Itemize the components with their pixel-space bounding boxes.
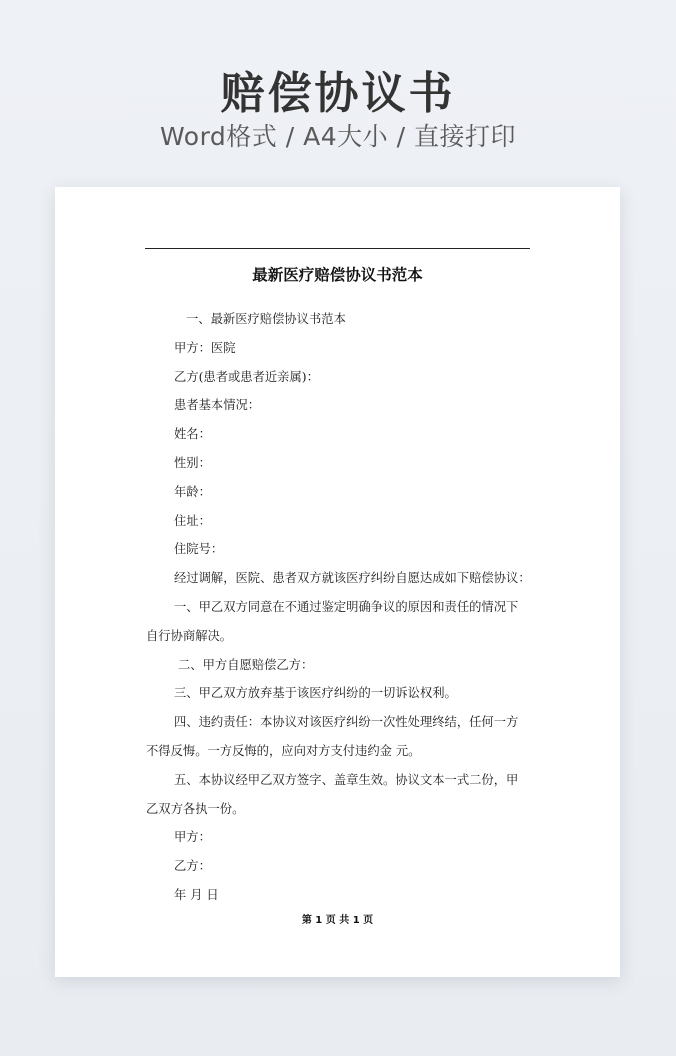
clause-1-continued: 自行协商解决。 — [146, 628, 233, 643]
clause-4-continued: 不得反悔。一方反悔的，应向对方支付违约金 元。 — [146, 743, 421, 758]
admission-number-field: 住院号： — [174, 542, 224, 557]
signature-party-a: 甲方： — [174, 830, 211, 845]
document-page — [55, 187, 620, 977]
signature-date: 年 月 日 — [174, 887, 219, 902]
name-field: 姓名： — [174, 427, 211, 442]
party-a-line: 甲方：医院 — [174, 340, 236, 355]
party-b-line: 乙方(患者或患者近亲属)： — [174, 369, 319, 384]
gender-field: 性别： — [174, 455, 211, 470]
patient-info-heading: 患者基本情况： — [174, 398, 261, 413]
agreement-intro: 经过调解，医院、患者双方就该医疗纠纷自愿达成如下赔偿协议： — [174, 571, 531, 586]
header-rule — [145, 248, 530, 249]
signature-party-b: 乙方： — [174, 859, 211, 874]
clause-5: 五、本协议经甲乙双方签字、盖章生效。协议文本一式二份，甲 — [174, 772, 519, 787]
clause-3: 三、甲乙双方放弃基于该医疗纠纷的一切诉讼权利。 — [174, 686, 457, 701]
section-heading: 一、最新医疗赔偿协议书范本 — [186, 312, 346, 326]
hero-subtitle: Word格式 / A4大小 / 直接打印 — [160, 122, 516, 151]
address-field: 住址： — [174, 513, 211, 528]
document-body — [146, 305, 531, 910]
clause-4: 四、违约责任：本协议对该医疗纠纷一次性处理终结，任何一方 — [174, 715, 519, 730]
hero-title: 赔偿协议书 — [220, 68, 456, 119]
clause-2: 二、甲方自愿赔偿乙方： — [178, 657, 314, 672]
age-field: 年龄： — [174, 484, 211, 499]
document-title: 最新医疗赔偿协议书范本 — [252, 265, 423, 284]
page-number: 第 1 页 共 1 页 — [301, 915, 374, 926]
clause-1: 一、甲乙双方同意在不通过鉴定明确争议的原因和责任的情况下 — [174, 599, 519, 614]
clause-5-continued: 乙双方各执一份。 — [146, 801, 245, 816]
